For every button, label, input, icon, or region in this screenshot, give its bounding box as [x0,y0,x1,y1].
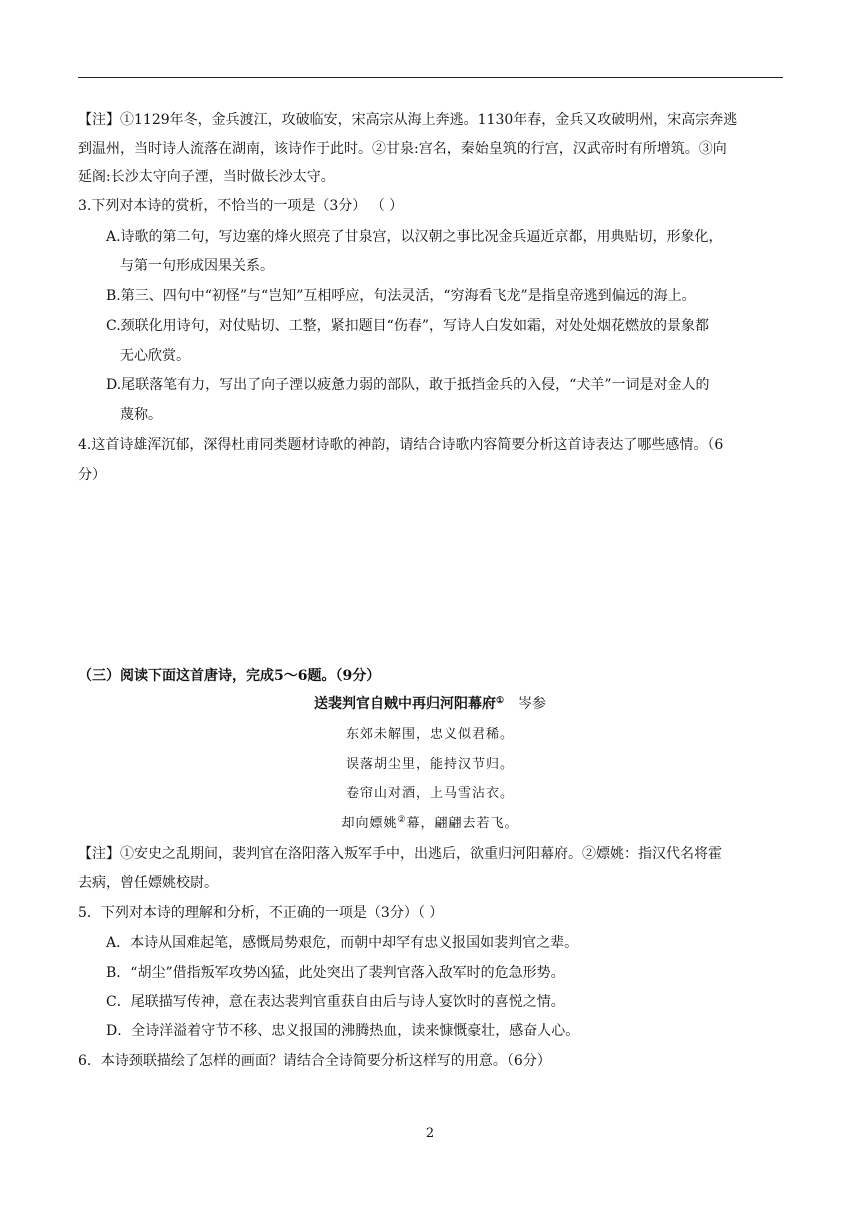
question-5-option-c: C．尾联描写传神，意在表达裴判官重获自由后与诗人宴饮时的喜悦之情。 [106,994,565,1010]
question-3-option-c: C.颈联化用诗句，对仗贴切、工整，紧扣题目“伤春”，写诗人白发如霜，对处处烟花燃放的景象都 [106,318,709,334]
page-number: 2 [425,1126,435,1141]
question-3-option-d: D.尾联落笔有力，写出了向子湮以疲惫力弱的部队，敢于抵挡金兵的入侵，“犬羊”一词是对金人的 [106,377,710,393]
question-5-stem: 5．下列对本诗的理解和分析，不正确的一项是（3分）（ ） [78,905,444,921]
question-3-option-a: A.诗歌的第二句，写边塞的烽火照亮了甘泉宫，以汉朝之事比况金兵逼近京都，用典贴切，形象化， [106,229,723,245]
poem-line-4-footnote: ② [397,815,407,825]
poem-line-4-part-2: 幕，翩翩去若飞。 [406,816,519,831]
header-rule [78,77,783,78]
question-3-option-c-cont: 无心欣赏。 [120,348,190,364]
poem-line-4 [0,815,860,833]
note-2-line-1: 【注】①安史之乱期间，裴判官在洛阳落入叛军手中，出逃后，欲重归河阳幕府。②嫖姚：指汉代名将霍 [78,846,722,862]
poem-title-line [0,695,860,713]
poem-line-2: 误落胡尘里，能持汉节归。 [345,757,514,772]
question-4-stem: 4.这首诗雄浑沉郁，深得杜甫同类题材诗歌的神韵，请结合诗歌内容简要分析这首诗表达了哪些感情。（6 [78,437,724,453]
poem-line-3: 卷帘山对酒，上马雪沾衣。 [345,786,514,801]
note-1-line-3: 延阁:长沙太守向子湮，当时做长沙太守。 [78,169,335,185]
question-5-option-b: B．“胡尘”借指叛军攻势凶猛，此处突出了裴判官落入敌军时的危急形势。 [106,965,565,981]
question-3-option-d-cont: 蔑称。 [120,407,162,423]
section-3-heading: （三）阅读下面这首唐诗，完成5～6题。（9分） [78,668,381,684]
note-2-line-2: 去病，曾任嫖姚校尉。 [78,875,218,891]
poem-title-footnote: ① [495,696,505,706]
poem-title: 送裴判官自贼中再归河阳幕府 [313,696,496,712]
poem-line-1: 东郊未解围，忠义似君稀。 [345,727,514,742]
question-5-option-a: A．本诗从国难起笔，感慨局势艰危，而朝中却罕有忠义报国如裴判官之辈。 [106,935,579,951]
question-6-stem: 6．本诗颈联描绘了怎样的画面？请结合全诗简要分析这样写的用意。（6分） [78,1053,551,1069]
note-1-line-1: 【注】①1129年冬，金兵渡江，攻破临安，宋高宗从海上奔逃。1130年春，金兵又攻破明州，宋高宗奔逃 [78,112,738,128]
poem-author: 岑参 [518,696,547,712]
question-3-option-b: B.第三、四句中“初怪”与“岂知”互相呼应，句法灵活，“穷海看飞龙”是指皇帝逃到偏远的海上。 [106,288,696,304]
question-3-option-a-cont: 与第一句形成因果关系。 [120,258,274,274]
poem-line-4-part-1: 却向嫖姚 [341,816,398,831]
question-3-stem: 3.下列对本诗的赏析，不恰当的一项是（3分） （ ） [78,198,404,214]
question-5-option-d: D．全诗洋溢着守节不移、忠义报国的沸腾热血，读来慷慨豪壮，感奋人心。 [106,1023,580,1039]
note-1-line-2: 到温州，当时诗人流落在湖南，该诗作于此时。②甘泉:宫名，秦始皇筑的行宫，汉武帝时有所增筑。③向 [78,141,727,157]
question-4-stem-cont: 分） [78,467,106,483]
